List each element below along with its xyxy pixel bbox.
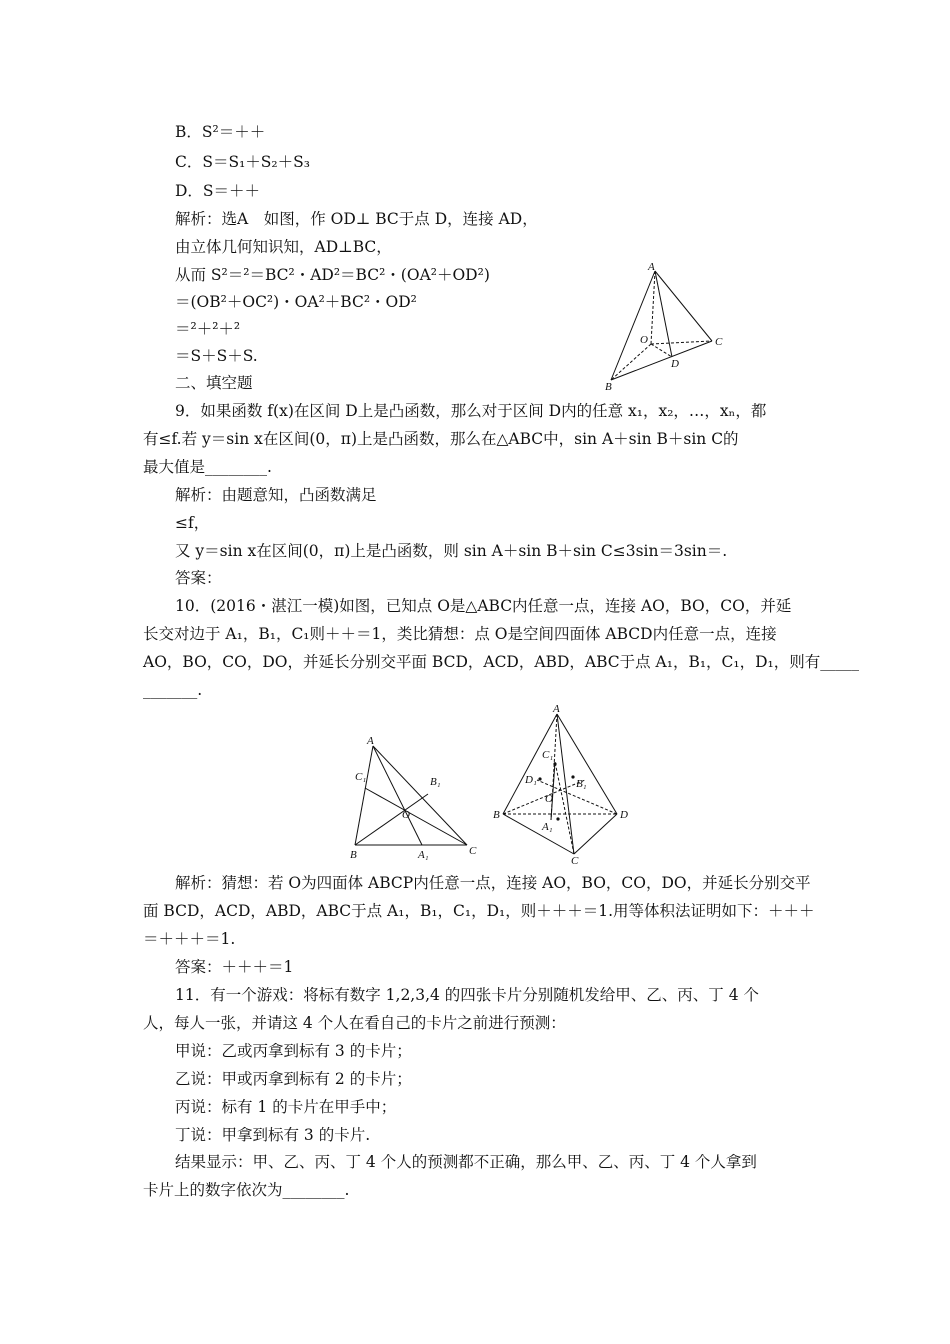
tri-label-b1: B₁	[430, 776, 441, 788]
option-b: B．S²＝＋＋	[175, 123, 266, 141]
point-d1	[538, 777, 541, 780]
fig3-label-c: C	[571, 855, 579, 866]
q9-answer: 答案：	[175, 569, 222, 587]
q11-statement-1: 甲说：乙或丙拿到标有 3 的卡片；	[175, 1042, 412, 1060]
q10-solution-3: ＝＋＋＋＝1.	[143, 930, 236, 948]
q10-solution-1: 解析：猜想：若 O为四面体 ABCP内任意一点，连接 AO，BO，CO，DO，并延长分别交平	[175, 874, 811, 892]
q9-solution-3: 又 y＝sin x在区间(0，π)上是凸函数，则 sin A＋sin B＋sin C≤3sin＝3sin＝.	[175, 542, 728, 560]
q11-line-1: 11．有一个游戏：将标有数字 1,2,3,4 的四张卡片分别随机发给甲、乙、丙、丁 4 个	[175, 986, 760, 1004]
fig3-label-a1: A₁	[542, 821, 553, 833]
section-heading: 二、填空题	[175, 374, 253, 392]
solution-line-2: 由立体几何知识知，AD⊥BC，	[175, 238, 392, 256]
q10-answer: 答案：＋＋＋＝1	[175, 958, 294, 976]
fig1-label-b: B	[605, 381, 612, 392]
q11-statement-3: 丙说：标有 1 的卡片在甲手中；	[175, 1098, 397, 1116]
tri-label-o: O	[402, 809, 410, 821]
fig1-label-c: C	[715, 336, 723, 348]
tri-label-a: A	[367, 735, 374, 747]
q9-line-2: 有≤f.若 y＝sin x在区间(0，π)上是凸函数，那么在△ABC中，sin A＋sin B＋sin C的	[143, 430, 739, 448]
q11-statement-2: 乙说：甲或丙拿到标有 2 的卡片；	[175, 1070, 412, 1088]
q9-solution-1: 解析：由题意知，凸函数满足	[175, 486, 377, 504]
q10-line-2: 长交对边于 A₁，B₁，C₁则＋＋＝1，类比猜想：点 O是空间四面体 ABCD内任意一点，连接	[143, 625, 777, 643]
triangle-figure	[345, 730, 485, 862]
q11-line-4: 卡片上的数字依次为________.	[143, 1181, 350, 1199]
q10-line-3: AO，BO，CO，DO，并延长分别交平面 BCD，ACD，ABD，ABC于点 A₁，B₁，C₁，D₁，则有_____	[143, 653, 860, 671]
q11-line-2: 人，每人一张，并请这 4 个人在看自己的卡片之前进行预测：	[143, 1014, 566, 1032]
tri-label-a1: A₁	[418, 849, 429, 861]
tri-label-c: C	[469, 845, 477, 857]
q10-solution-2: 面 BCD，ACD，ABD，ABC于点 A₁，B₁，C₁，D₁，则＋＋＋＝1.用等体积法证明如下：＋＋＋	[143, 902, 815, 920]
fig1-label-o: O	[640, 334, 648, 346]
tetrahedron-figure-1	[595, 258, 735, 392]
fig3-label-b1: B₁	[576, 778, 587, 790]
q10-line-1: 10．(2016・湛江一模)如图，已知点 O是△ABC内任意一点，连接 AO，BO，CO，并延	[175, 597, 792, 615]
solution-line-3: 从而 S²＝²＝BC²・AD²＝BC²・(OA²＋OD²)	[175, 266, 490, 284]
q9-line-1: 9．如果函数 f(x)在区间 D上是凸函数，那么对于区间 D内的任意 x₁，x₂，…，xₙ，都	[175, 402, 767, 420]
point-a1	[556, 817, 559, 820]
point-b1	[571, 775, 574, 778]
q9-line-3: 最大值是________.	[143, 458, 272, 476]
solution-line-5: ＝²＋²＋²	[175, 320, 241, 338]
q11-statement-4: 丁说：甲拿到标有 3 的卡片.	[175, 1126, 371, 1144]
fig1-label-d: D	[671, 358, 679, 370]
fig1-label-a: A	[648, 261, 655, 273]
tetrahedron-figure-2	[485, 702, 635, 866]
solution-line-1: 解析：选A 如图，作 OD⊥ BC于点 D，连接 AD，	[175, 210, 538, 228]
fig3-label-c1: C₁	[542, 749, 554, 761]
fig3-label-d1: D₁	[525, 774, 537, 786]
point-c1	[553, 762, 556, 765]
tri-label-c1: C₁	[355, 771, 367, 783]
option-c: C．S＝S₁＋S₂＋S₃	[175, 153, 310, 171]
q9-solution-2: ≤f，	[175, 514, 210, 532]
fig3-label-a: A	[553, 703, 560, 715]
option-d: D．S＝＋＋	[175, 182, 261, 200]
solution-line-4: ＝(OB²＋OC²)・OA²＋BC²・OD²	[175, 293, 417, 311]
solution-line-6: ＝S＋S＋S.	[175, 347, 258, 365]
tri-label-b: B	[350, 849, 357, 861]
fig3-label-o: O	[545, 793, 553, 805]
q11-line-3: 结果显示：甲、乙、丙、丁 4 个人的预测都不正确，那么甲、乙、丙、丁 4 个人拿到	[175, 1153, 757, 1171]
q10-line-4: _______.	[143, 681, 203, 699]
fig3-label-b: B	[493, 809, 500, 821]
fig3-label-d: D	[620, 809, 628, 821]
